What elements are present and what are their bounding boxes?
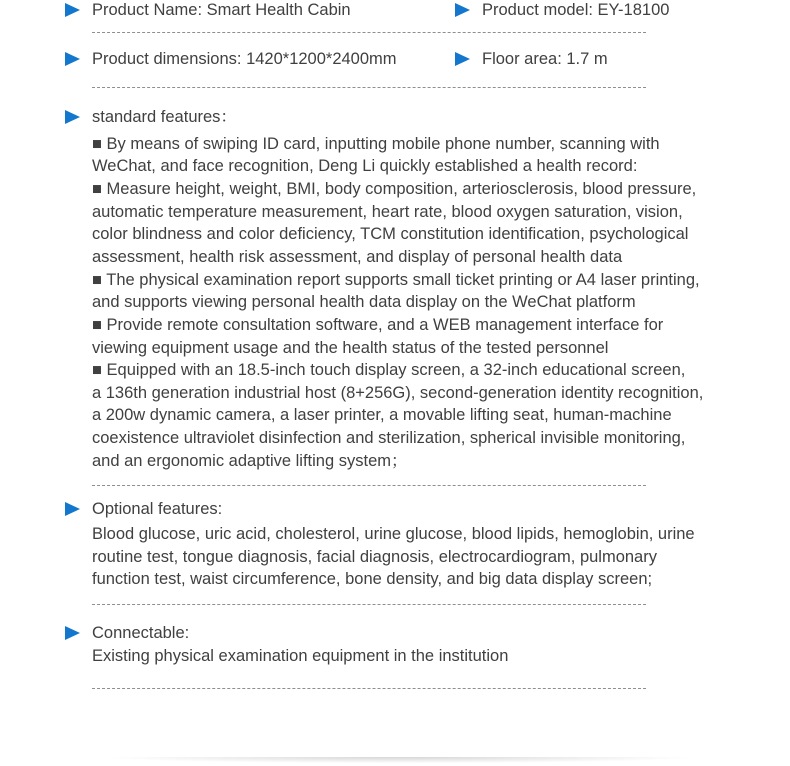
- section-heading-label: Optional features:: [92, 500, 223, 519]
- section-body-text: Existing physical examination equipment in the institution: [92, 646, 509, 665]
- section-body-text: Blood glucose, uric acid, cholesterol, urine glucose, blood lipids, hemoglobin, urine routine test, tongue diagnosis, facial diagnosis, electrocardiogram, pulmonary function test, waist circumference, bone density, and big data display screen;: [92, 525, 695, 589]
- triangle-bullet-icon: [65, 502, 80, 516]
- section-connectable: [65, 622, 732, 667]
- dashed-divider: [92, 485, 646, 486]
- triangle-bullet-icon: [455, 52, 470, 66]
- triangle-bullet-icon: [65, 52, 80, 66]
- spec-row-2: [65, 50, 732, 68]
- spec-item-product-name: [65, 1, 455, 19]
- section-heading: [65, 622, 732, 645]
- section-optional-features: [65, 498, 732, 591]
- section-standard-features: [65, 106, 732, 472]
- dashed-divider: [92, 32, 646, 33]
- dashed-divider: [92, 87, 646, 88]
- section-heading-label: Connectable:: [92, 624, 190, 642]
- section-body-text: ■ By means of swiping ID card, inputting mobile phone number, scanning with WeChat, and face recognition, Deng Li quickly established a health record: ■ Measure height, weight, BMI, body composition, arteriosclerosis, blood pressure, automatic temperature measurement, heart rate, blood oxygen saturation, vision, color blindness and color deficiency, TCM constitution identification, psychological assessment, health risk assessment, and display of personal health data ■ The physical examination report supports small ticket printing or A4 laser printing, and supports viewing personal health data display on the WeChat platform ■ Provide remote consultation software, and a WEB management interface for viewing equipment usage and the health status of the tested personnel ■ Equipped with an 18.5-inch touch display screen, a 32-inch educational screen, a 136th generation industrial host (8+256G), second-generation identity recognition, a 200w dynamic camera, a laser printer, a movable lifting seat, human-machine coexistence ultraviolet disinfection and sterilization, spherical invisible monitoring, and an ergonomic adaptive lifting system；: [92, 134, 704, 470]
- triangle-bullet-icon: [65, 3, 80, 17]
- triangle-bullet-icon: [65, 110, 80, 124]
- spec-item-product-dimensions: [65, 50, 455, 68]
- dashed-divider: [92, 688, 646, 689]
- triangle-bullet-icon: [65, 626, 80, 640]
- spec-item-floor-area: [455, 50, 608, 68]
- spec-label-product-name: Product Name: Smart Health Cabin: [92, 1, 351, 19]
- section-heading: [65, 106, 732, 129]
- spec-label-product-dimensions: Product dimensions: 1420*1200*2400mm: [92, 50, 397, 68]
- spec-label-floor-area: Floor area: 1.7 m: [482, 50, 608, 68]
- section-heading: [65, 498, 732, 521]
- spec-row-1: [65, 1, 732, 19]
- section-heading-label: standard features：: [92, 108, 237, 126]
- card-bottom-shadow: [36, 757, 764, 765]
- triangle-bullet-icon: [455, 3, 470, 17]
- dashed-divider: [92, 604, 646, 605]
- spec-label-product-model: Product model: EY-18100: [482, 1, 670, 19]
- spec-item-product-model: [455, 1, 669, 19]
